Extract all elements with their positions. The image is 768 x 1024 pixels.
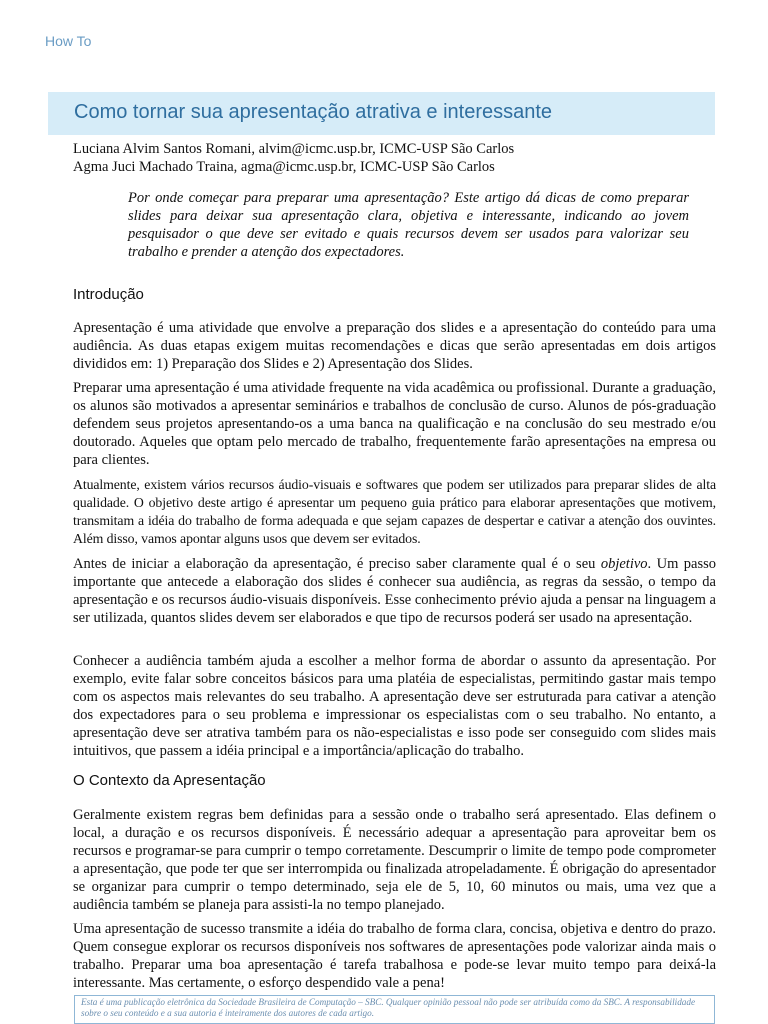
abstract: Por onde começar para preparar uma apresentação? Este artigo dá dicas de como preparar slides para deixar sua apresentação clara, objetiva e interessante, indicando ao jovem pesquisador o que deve ser evitado e quais recursos devem ser usados para valorizar seu trabalho e prender a atenção dos expectadores.: [128, 190, 689, 260]
paragraph: Uma apresentação de sucesso transmite a idéia do trabalho de forma clara, concisa, objetiva e dentro do prazo. Quem consegue explorar os recursos disponíveis nos softwares de apresentações pode valorizar ainda mais o trabalho. Preparar uma boa apresentação é tarefa trabalhosa e pode-se levar muito tempo para deixá-la interessante. Mas certamente, o esforço despendido vale a pena!: [73, 921, 716, 991]
context-paragraph-2: [73, 920, 716, 992]
title-bar: [48, 92, 715, 135]
publication-footer: Esta é uma publicação eletrônica da Sociedade Brasileira de Computação – SBC. Qualquer opinião pessoal não pode ser atribuída como da SBC. A responsabilidade sobre o seu conteúdo e a sua autoria é inteiramente dos autores de cada artigo.: [74, 995, 715, 1024]
paragraph: Antes de iniciar a elaboração da apresentação, é preciso saber claramente qual é o seu objetivo. Um passo importante que antecede a elaboração dos slides é conhecer sua audiência, as regras da sessão, o tempo da apresentação e os recursos áudio-visuais disponíveis. Esse conhecimento prévio ajuda a pensar na linguagem a ser utilizada, quantos slides devem ser elaborados e que tipo de recursos poderá ser usado na apresentação.: [73, 556, 716, 626]
paragraph: Geralmente existem regras bem definidas para a sessão onde o trabalho será apresentado. Elas definem o local, a duração e os recursos disponíveis. É necessário adequar a apresentação para aproveitar bem os recursos e programar-se para cumprir o tempo corretamente. Descumprir o limite de tempo pode comprometer a apresentação, que pode ter que ser interrompida ou finalizada atropeladamente. É obrigação do apresentador se organizar para cumprir o tempo determinado, seja ele de 5, 10, 60 minutos ou mais, uma vez que a audiência também se planeja para assisti-la no tempo planejado.: [73, 807, 716, 913]
author-list: [73, 140, 514, 176]
author-line: Luciana Alvim Santos Romani, alvim@icmc.usp.br, ICMC-USP São Carlos: [73, 141, 515, 157]
context-paragraph-1: [73, 806, 716, 914]
intro-paragraph-5: [73, 652, 716, 760]
section-heading-introducao: Introdução: [73, 286, 144, 303]
intro-paragraph-1: [73, 319, 716, 373]
section-tag: How To: [45, 33, 92, 49]
paragraph: Apresentação é uma atividade que envolve a preparação dos slides e a apresentação do conteúdo para uma audiência. As duas etapas exigem muitas recomendações e dicas que serão apresentadas em dois artigos divididos em: 1) Preparação dos Slides e 2) Apresentação dos Slides.: [73, 320, 716, 372]
author-line: Agma Juci Machado Traina, agma@icmc.usp.br, ICMC-USP São Carlos: [73, 159, 495, 175]
paragraph: Preparar uma apresentação é uma atividade frequente na vida acadêmica ou profissional. Durante a graduação, os alunos são motivados a apresentar seminários e trabalhos de conclusão de curso. Alunos de pós-graduação defendem seus projetos apresentando-os a uma banca na qualificação e na conclusão do seu mestrado e/ou doutorado. Aqueles que optam pelo mercado de trabalho, frequentemente farão apresentações na empresa ou para clientes.: [73, 380, 716, 468]
intro-paragraph-3: [73, 476, 716, 548]
intro-paragraph-4: [73, 555, 716, 627]
paragraph: Conhecer a audiência também ajuda a escolher a melhor forma de abordar o assunto da apresentação. Por exemplo, evite falar sobre conceitos básicos para uma platéia de especialistas, permitindo gastar mais tempo com os aspectos mais relevantes do seu trabalho. A apresentação deve ser estruturada para cativar a atenção dos expectadores para o seu problema e impressionar os especialistas com o seu trabalho. No entanto, a apresentação deve ser atrativa também para os não-especialistas e isso pode ser conseguido com slides mais intuitivos, que passem a idéia principal e a importância/aplicação do trabalho.: [73, 653, 716, 759]
section-heading-contexto: O Contexto da Apresentação: [73, 772, 266, 789]
article-title: Como tornar sua apresentação atrativa e interessante: [74, 101, 553, 123]
intro-paragraph-2: [73, 379, 716, 469]
paragraph: Atualmente, existem vários recursos áudio-visuais e softwares que podem ser utilizados para preparar slides de alta qualidade. O objetivo deste artigo é apresentar um pequeno guia prático para elaborar apresentações que motivem, transmitam a idéia do trabalho de forma adequada e que sejam capazes de despertar e cativar a atenção dos ouvintes. Além disso, vamos apontar alguns usos que devem ser evitados.: [73, 477, 716, 546]
